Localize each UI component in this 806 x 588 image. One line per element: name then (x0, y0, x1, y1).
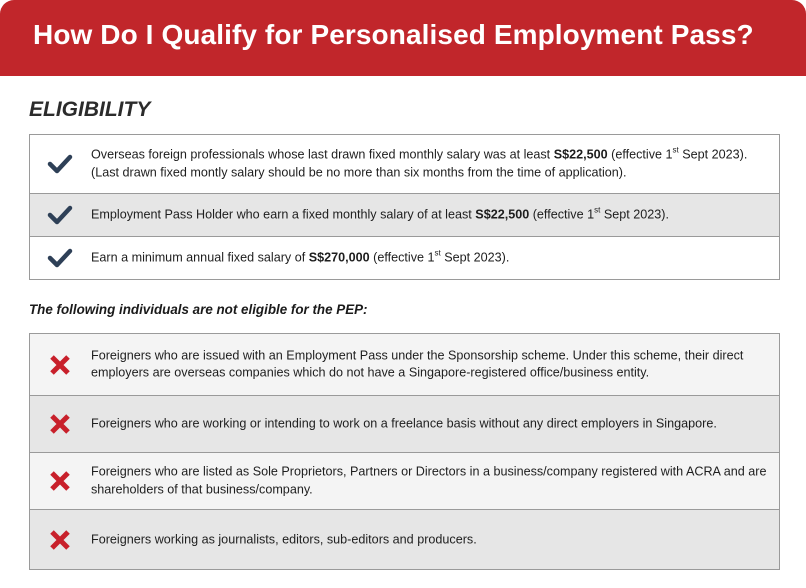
list-item-text: Foreigners who are issued with an Employment Pass under the Sponsorship scheme. Under this scheme, their direct employers are overseas companies which do not have a Singapore-registered office/business entity. (91, 348, 744, 380)
cross-icon (45, 466, 75, 496)
list-item (30, 395, 779, 452)
list-item-text: Foreigners who are listed as Sole Proprietors, Partners or Directors in a business/company registered with ACRA and are shareholders of that business/company. (91, 464, 767, 496)
cross-icon (45, 525, 75, 555)
list-item (30, 334, 779, 395)
check-icon (45, 149, 75, 179)
eligibility-list (29, 134, 780, 280)
cross-icon (45, 350, 75, 380)
list-item-text: Earn a minimum annual fixed salary of S$270,000 (effective 1st Sept 2023). (91, 248, 510, 265)
list-item (30, 135, 779, 193)
check-icon (45, 200, 75, 230)
cross-icon (45, 409, 75, 439)
list-item (30, 452, 779, 509)
list-item-text: Employment Pass Holder who earn a fixed monthly salary of at least S$22,500 (effective 1st Sept 2023). (91, 205, 669, 222)
ineligible-list (29, 333, 780, 570)
title-banner (0, 0, 806, 76)
list-item (30, 193, 779, 236)
page-title: How Do I Qualify for Personalised Employment Pass? (33, 19, 754, 50)
list-item-text: Overseas foreign professionals whose last drawn fixed monthly salary was at least S$22,500 (effective 1st Sept 2023). (Last drawn fixed montly salary should be no more than six months from the time of application). (91, 145, 748, 179)
ineligible-heading: The following individuals are not eligible for the PEP: (29, 302, 368, 317)
list-item-text: Foreigners who are working or intending to work on a freelance basis without any direct employers in Singapore. (91, 416, 717, 431)
list-item (30, 236, 779, 279)
eligibility-heading: ELIGIBILITY (29, 98, 151, 121)
list-item (30, 509, 779, 569)
check-icon (45, 243, 75, 273)
list-item-text: Foreigners working as journalists, editors, sub-editors and producers. (91, 531, 477, 546)
